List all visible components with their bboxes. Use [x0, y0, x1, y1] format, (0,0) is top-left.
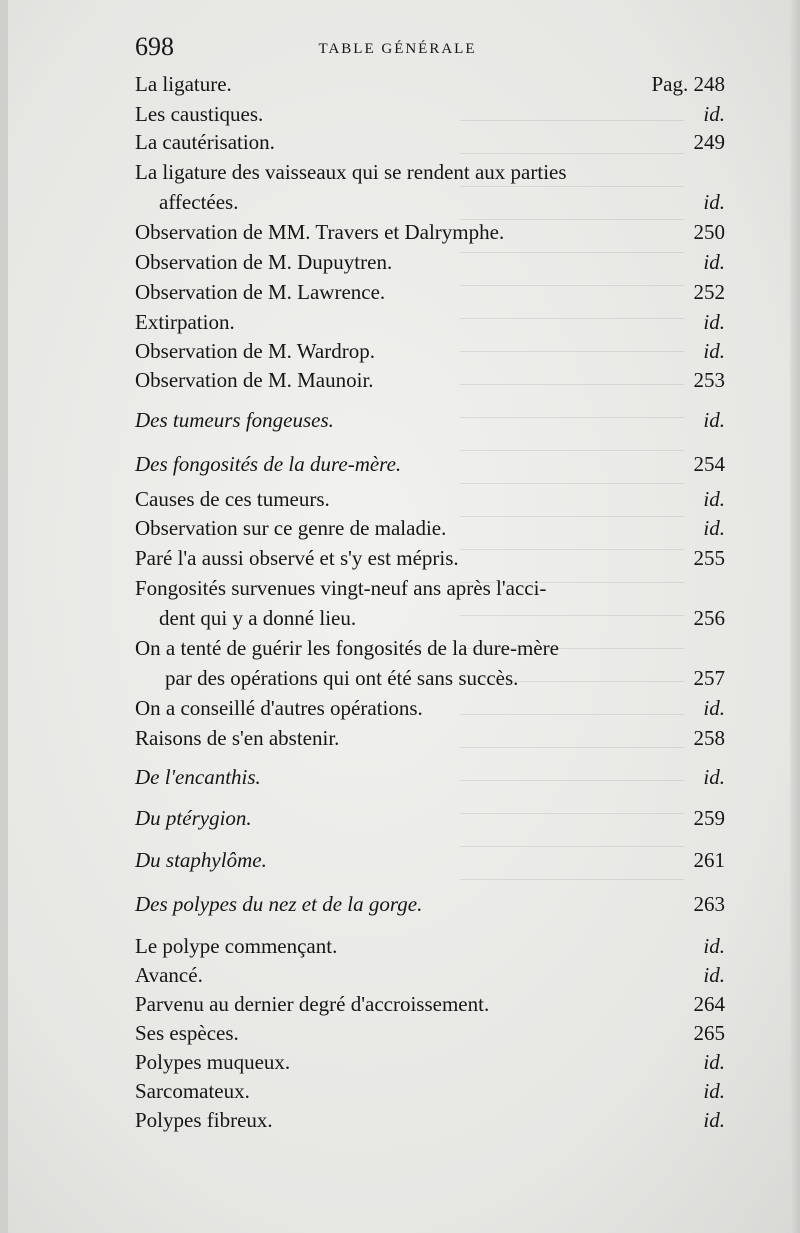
page-header	[135, 32, 735, 66]
entry-title: Causes de ces tumeurs.	[135, 487, 330, 511]
entry-page: 249	[693, 130, 725, 154]
entry-page: id.	[703, 408, 725, 432]
entry-page: 264	[693, 992, 725, 1016]
toc-entry	[135, 606, 725, 636]
entry-page: id.	[703, 934, 725, 958]
entry-page: 250	[693, 220, 725, 244]
toc-entry	[135, 190, 725, 220]
entry-page: id.	[703, 963, 725, 987]
entry-title: Des polypes du nez et de la gorge.	[135, 892, 423, 916]
toc-entry	[135, 1079, 725, 1109]
entry-title: Les caustiques.	[135, 102, 264, 126]
entry-title: par des opérations qui ont été sans succès.	[165, 666, 519, 690]
toc-entry	[135, 1050, 725, 1080]
toc-entry	[135, 963, 725, 993]
entry-page: 256	[693, 606, 725, 630]
entry-page: 254	[693, 452, 725, 476]
page-right-edge	[790, 0, 800, 1233]
toc-entry	[135, 546, 725, 576]
toc-section-heading	[135, 452, 725, 482]
toc-entry	[135, 516, 725, 546]
toc-entry	[135, 250, 725, 280]
running-title: TABLE GÉNÉRALE	[318, 41, 477, 57]
entry-page: 252	[693, 280, 725, 304]
toc-entry	[135, 726, 725, 756]
toc-entry	[135, 636, 725, 666]
entry-page: id.	[703, 339, 725, 363]
toc-section-heading	[135, 892, 725, 922]
entry-title: Paré l'a aussi observé et s'y est mépris.	[135, 546, 459, 570]
toc-entry	[135, 160, 725, 190]
toc-entry	[135, 487, 725, 517]
toc-section-heading	[135, 765, 725, 795]
toc-entry	[135, 576, 725, 606]
entry-page: id.	[703, 696, 725, 720]
entry-page: 255	[693, 546, 725, 570]
entry-page: id.	[703, 190, 725, 214]
toc-entry	[135, 368, 725, 398]
entry-title: affectées.	[159, 190, 239, 214]
entry-page: 253	[693, 368, 725, 392]
entry-title: Polypes fibreux.	[135, 1108, 273, 1132]
entry-page: id.	[703, 516, 725, 540]
entry-title: Le polype commençant.	[135, 934, 338, 958]
entry-page: 259	[693, 806, 725, 830]
toc-entry	[135, 310, 725, 340]
page-left-edge	[0, 0, 8, 1233]
entry-title: Du ptérygion.	[135, 806, 252, 830]
toc-entry	[135, 102, 725, 132]
entry-title: La cautérisation.	[135, 130, 275, 154]
entry-title: On a tenté de guérir les fongosités de la dure-mère	[135, 636, 559, 660]
entry-title: De l'encanthis.	[135, 765, 261, 789]
entry-title: Observation de MM. Travers et Dalrymphe.	[135, 220, 505, 244]
entry-title: La ligature.	[135, 72, 232, 96]
entry-page: 257	[693, 666, 725, 690]
entry-title: Polypes muqueux.	[135, 1050, 291, 1074]
entry-page: 263	[693, 892, 725, 916]
toc-section-heading	[135, 848, 725, 878]
toc-section-heading	[135, 408, 725, 438]
entry-title: Du staphylôme.	[135, 848, 267, 872]
toc-entry	[135, 220, 725, 250]
entry-title: Ses espèces.	[135, 1021, 239, 1045]
entry-title: Observation de M. Lawrence.	[135, 280, 386, 304]
entry-title: Avancé.	[135, 963, 203, 987]
entry-title: Sarcomateux.	[135, 1079, 250, 1103]
entry-title: Raisons de s'en abstenir.	[135, 726, 340, 750]
entry-title: Observation de M. Dupuytren.	[135, 250, 393, 274]
toc-entry	[135, 280, 725, 310]
entry-title: Des fongosités de la dure-mère.	[135, 452, 402, 476]
entry-page: id.	[703, 487, 725, 511]
toc-entry	[135, 72, 725, 102]
entry-title: Parvenu au dernier degré d'accroissement.	[135, 992, 490, 1016]
entry-title: On a conseillé d'autres opérations.	[135, 696, 423, 720]
entry-page: id.	[703, 310, 725, 334]
entry-page: 258	[693, 726, 725, 750]
toc-entry	[135, 1021, 725, 1051]
entry-page: 261	[693, 848, 725, 872]
entry-title: Des tumeurs fongeuses.	[135, 408, 334, 432]
entry-page: 265	[693, 1021, 725, 1045]
entry-title: Fongosités survenues vingt-neuf ans après l'acci-	[135, 576, 547, 600]
entry-page: id.	[703, 250, 725, 274]
entry-page: id.	[703, 1108, 725, 1132]
toc-entry	[135, 696, 725, 726]
entry-page: id.	[703, 1050, 725, 1074]
toc-entry	[135, 1108, 725, 1138]
entry-title: La ligature des vaisseaux qui se rendent aux parties	[135, 160, 567, 184]
entry-title: Observation de M. Maunoir.	[135, 368, 374, 392]
entry-page: id.	[703, 765, 725, 789]
entry-title: Extirpation.	[135, 310, 235, 334]
entry-title: Observation sur ce genre de maladie.	[135, 516, 447, 540]
toc-entry	[135, 934, 725, 964]
page-number: 698	[135, 32, 174, 61]
entry-page: id.	[703, 102, 725, 126]
toc-entry	[135, 666, 725, 696]
entry-title: Observation de M. Wardrop.	[135, 339, 375, 363]
toc-entry	[135, 992, 725, 1022]
toc-entry	[135, 339, 725, 369]
toc-entry	[135, 130, 725, 160]
entry-title: dent qui y a donné lieu.	[159, 606, 357, 630]
toc-section-heading	[135, 806, 725, 836]
entry-page: Pag. 248	[651, 72, 725, 96]
entry-page: id.	[703, 1079, 725, 1103]
